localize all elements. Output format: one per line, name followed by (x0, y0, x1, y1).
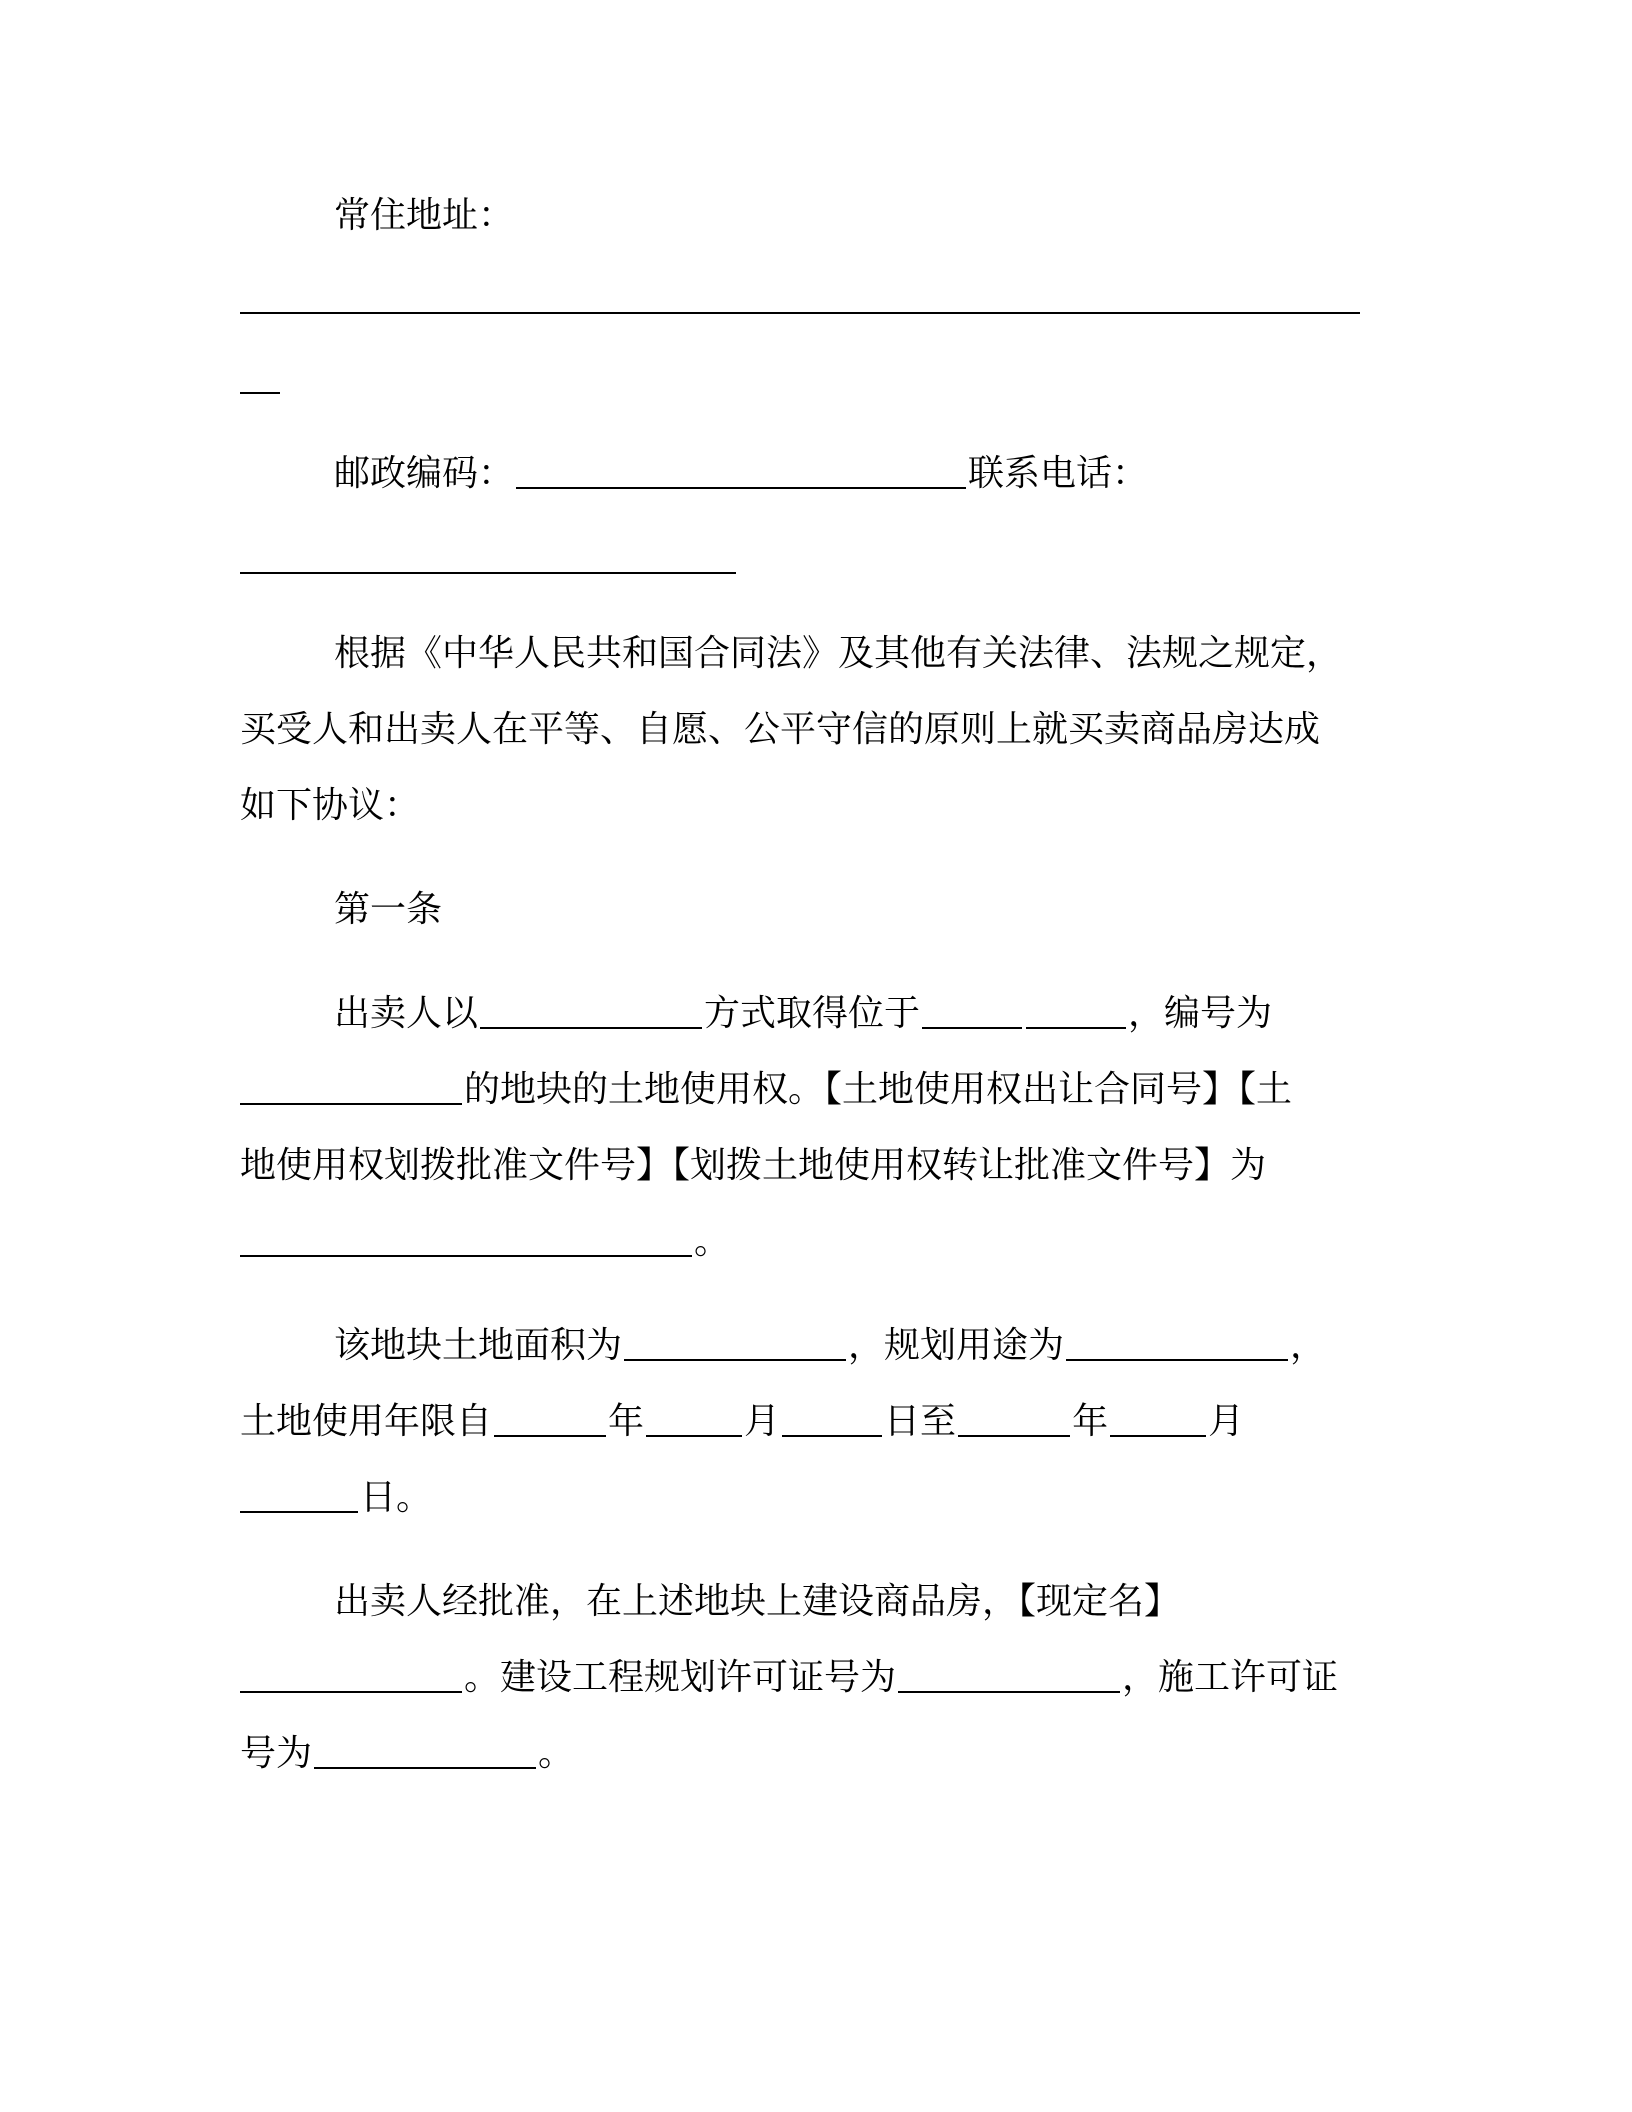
phone-label: 联系电话： (968, 453, 1149, 494)
p3-text-b: 。建设工程规划许可证号为 (464, 1657, 897, 1698)
p2-line-3 (240, 1474, 432, 1522)
location-blank-1[interactable] (922, 997, 1022, 1029)
p2-line-1 (334, 1322, 1326, 1370)
p2-text-c: ， (1290, 1325, 1327, 1366)
planned-use-blank[interactable] (1066, 1329, 1288, 1361)
start-day-blank[interactable] (782, 1405, 882, 1437)
postcode-blank[interactable] (516, 457, 966, 489)
end-month-blank[interactable] (1110, 1405, 1206, 1437)
planning-permit-blank[interactable] (898, 1661, 1120, 1693)
preamble-line-2: 买受人和出卖人在平等、自愿、公平守信的原则上就买卖商品房达成 (240, 709, 1321, 750)
p1-text-c: ，编号为 (1128, 993, 1273, 1034)
p3-line-2 (240, 1654, 1338, 1702)
p3-text-c: ，施工许可证 (1122, 1657, 1339, 1698)
address-blank-line-1[interactable] (240, 312, 1360, 314)
p3-text-e: 。 (538, 1733, 575, 1774)
p2-day-to: 日至 (884, 1401, 957, 1442)
p1-line-2 (240, 1066, 1292, 1114)
p3-text-d: 号为 (240, 1733, 313, 1774)
project-name-blank[interactable] (240, 1661, 462, 1693)
p2-text-d: 土地使用年限自 (240, 1401, 493, 1442)
p1-line-4 (240, 1218, 730, 1266)
p2-text-b: ，规划用途为 (848, 1325, 1065, 1366)
p2-day-end: 日。 (360, 1477, 433, 1518)
parcel-number-blank[interactable] (240, 1073, 462, 1105)
construction-permit-blank[interactable] (314, 1737, 536, 1769)
start-year-blank[interactable] (494, 1405, 606, 1437)
phone-blank[interactable] (240, 572, 736, 574)
document-number-blank[interactable] (240, 1225, 692, 1257)
location-blank-2[interactable] (1026, 997, 1126, 1029)
address-blank-line-2[interactable] (240, 392, 280, 394)
p2-text-a: 该地块土地面积为 (334, 1325, 623, 1366)
acquisition-method-blank[interactable] (480, 997, 702, 1029)
p2-month-2: 月 (1208, 1401, 1245, 1442)
article-heading: 第一条 (334, 889, 443, 930)
p1-text-b: 方式取得位于 (704, 993, 921, 1034)
p3-line-3 (240, 1730, 574, 1778)
postcode-phone-row (334, 450, 1148, 498)
p1-text-f: 。 (694, 1221, 731, 1262)
start-month-blank[interactable] (646, 1405, 742, 1437)
p2-year-1: 年 (608, 1401, 645, 1442)
end-year-blank[interactable] (958, 1405, 1070, 1437)
land-area-blank[interactable] (624, 1329, 846, 1361)
preamble-line-3: 如下协议： (240, 785, 421, 826)
end-day-blank[interactable] (240, 1481, 358, 1513)
p2-year-2: 年 (1072, 1401, 1109, 1442)
p1-text-d: 的地块的土地使用权。【土地使用权出让合同号】【土 (464, 1069, 1293, 1110)
address-label: 常住地址： (334, 195, 515, 236)
p3-line-1: 出卖人经批准，在上述地块上建设商品房，【现定名】 (334, 1581, 1181, 1622)
p2-month-1: 月 (744, 1401, 781, 1442)
postcode-label: 邮政编码： (334, 453, 515, 494)
p1-text-a: 出卖人以 (334, 993, 479, 1034)
preamble-line-1: 根据《中华人民共和国合同法》及其他有关法律、法规之规定， (334, 633, 1343, 674)
p1-line-3: 地使用权划拨批准文件号】【划拨土地使用权转让批准文件号】为 (240, 1145, 1267, 1186)
p1-line-1 (334, 990, 1272, 1038)
p2-line-2 (240, 1398, 1244, 1446)
